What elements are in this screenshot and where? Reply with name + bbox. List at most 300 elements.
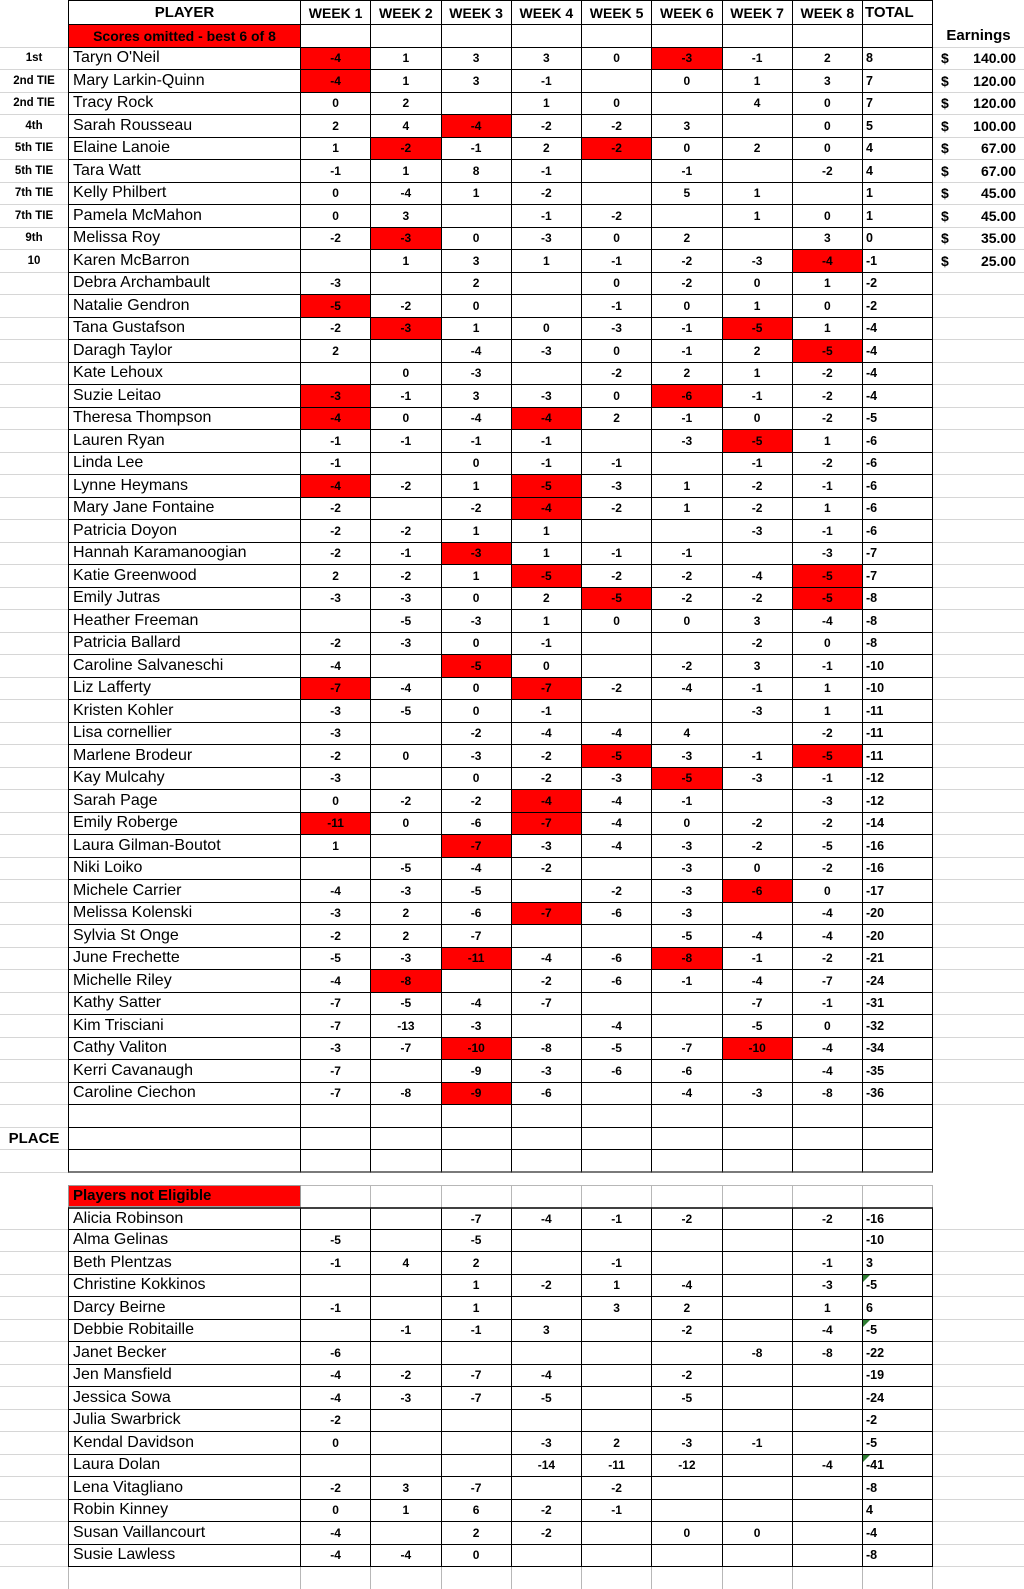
score-cell: -8: [793, 1342, 863, 1365]
earnings-cell: [933, 768, 1024, 791]
score-cell: -5: [793, 835, 863, 858]
total-cell: -4: [863, 1522, 933, 1545]
score-cell: 0: [793, 138, 863, 161]
score-cell: [582, 25, 652, 48]
score-cell: -4: [371, 1545, 441, 1568]
score-cell: -3: [512, 1060, 582, 1083]
earnings-cell: [933, 633, 1024, 656]
score-cell: -1: [301, 1252, 371, 1275]
table-row: [0, 925, 1024, 948]
rank-cell: 2nd TIE: [0, 70, 68, 93]
total-cell: -22: [863, 1342, 933, 1365]
score-cell: [582, 858, 652, 881]
total-cell: -20: [863, 925, 933, 948]
score-cell: 0: [652, 813, 722, 836]
score-cell: -9: [442, 1060, 512, 1083]
score-cell: -2: [442, 723, 512, 746]
currency-symbol: $: [941, 95, 949, 112]
rank-cell: [0, 1365, 68, 1388]
score-cell: [512, 880, 582, 903]
score-cell: -2: [793, 858, 863, 881]
score-cell: -2: [723, 813, 793, 836]
earnings-cell: [933, 1105, 1024, 1128]
table-row: [0, 1297, 1024, 1320]
earnings-amount: 120.00: [973, 95, 1016, 112]
rank-cell: [0, 475, 68, 498]
score-cell: -3: [512, 385, 582, 408]
score-cell: -1: [512, 453, 582, 476]
rank-cell: [0, 813, 68, 836]
table-row: [0, 70, 1024, 93]
score-cell: 2: [442, 1522, 512, 1545]
table-row: [0, 655, 1024, 678]
score-cell: [512, 1015, 582, 1038]
player-name-cell: Mary Larkin-Quinn: [68, 70, 301, 93]
score-cell: -2: [371, 790, 441, 813]
score-cell: -1: [442, 430, 512, 453]
spacer: [0, 1173, 1024, 1185]
score-cell: -10: [442, 1038, 512, 1061]
score-cell: [512, 1150, 582, 1173]
table-row: [0, 678, 1024, 701]
total-cell: [863, 1567, 933, 1589]
score-cell: [582, 1387, 652, 1410]
score-cell: [442, 1185, 512, 1208]
earnings-amount: 25.00: [980, 252, 1016, 269]
score-cell: 4: [652, 723, 722, 746]
score-cell: -2: [301, 318, 371, 341]
score-cell: [723, 1252, 793, 1275]
score-cell: -2: [793, 408, 863, 431]
rank-cell: [0, 610, 68, 633]
score-cell: [371, 25, 441, 48]
score-cell: -1: [582, 1500, 652, 1523]
currency-symbol: $: [941, 185, 949, 202]
score-cell: -3: [582, 768, 652, 791]
score-cell: -3: [301, 903, 371, 926]
score-cell: [301, 1320, 371, 1343]
score-cell: 1: [442, 1275, 512, 1298]
total-cell: -6: [863, 430, 933, 453]
score-cell: -4: [442, 993, 512, 1016]
score-cell: -7: [301, 993, 371, 1016]
total-cell: -21: [863, 948, 933, 971]
score-cell: 3: [793, 70, 863, 93]
score-cell: -1: [442, 138, 512, 161]
score-cell: -1: [301, 453, 371, 476]
score-cell: 0: [301, 790, 371, 813]
corner-cell: [0, 0, 68, 25]
score-cell: -2: [301, 1477, 371, 1500]
score-cell: -5: [442, 655, 512, 678]
total-cell: 1: [863, 205, 933, 228]
score-cell: -3: [442, 543, 512, 566]
score-cell: [442, 205, 512, 228]
score-cell: 2: [793, 48, 863, 71]
score-cell: -5: [723, 430, 793, 453]
score-cell: [512, 1105, 582, 1128]
score-cell: -5: [582, 745, 652, 768]
score-cell: -5: [512, 565, 582, 588]
score-cell: [301, 1105, 371, 1128]
player-name-cell: Niki Loiko: [68, 858, 301, 881]
total-cell: -16: [863, 835, 933, 858]
score-cell: 0: [371, 363, 441, 386]
score-cell: [723, 903, 793, 926]
score-cell: [793, 1410, 863, 1433]
score-cell: [512, 25, 582, 48]
rank-cell: [0, 858, 68, 881]
earnings-cell: [933, 1150, 1024, 1173]
earnings-cell: [933, 1432, 1024, 1455]
rank-cell: 9th: [0, 228, 68, 251]
score-cell: -2: [582, 1477, 652, 1500]
total-cell: [863, 1185, 933, 1208]
score-cell: 1: [652, 475, 722, 498]
score-cell: [582, 183, 652, 206]
score-cell: 0: [371, 408, 441, 431]
score-cell: 2: [582, 408, 652, 431]
score-cell: -7: [442, 1207, 512, 1230]
score-cell: 2: [301, 115, 371, 138]
earnings-cell: [933, 48, 1024, 71]
rank-cell: [0, 1320, 68, 1343]
total-cell: -10: [863, 678, 933, 701]
total-cell: -10: [863, 1230, 933, 1253]
score-cell: 1: [442, 1297, 512, 1320]
score-cell: -3: [442, 610, 512, 633]
score-cell: -7: [652, 1038, 722, 1061]
score-cell: -4: [793, 1320, 863, 1343]
score-cell: -4: [793, 1455, 863, 1478]
earnings-amount: 67.00: [980, 162, 1016, 179]
rank-cell: 5th TIE: [0, 160, 68, 183]
table-row: [0, 1387, 1024, 1410]
player-name-cell: Alicia Robinson: [68, 1207, 301, 1230]
rank-cell: [0, 1522, 68, 1545]
score-cell: [371, 1105, 441, 1128]
score-cell: [793, 1230, 863, 1253]
score-cell: [652, 1252, 722, 1275]
score-cell: -2: [793, 723, 863, 746]
score-cell: -3: [582, 318, 652, 341]
earnings-cell: [933, 745, 1024, 768]
rank-cell: 4th: [0, 115, 68, 138]
player-name-cell: Kendal Davidson: [68, 1432, 301, 1455]
score-cell: -3: [512, 835, 582, 858]
currency-symbol: $: [941, 117, 949, 134]
score-cell: [582, 700, 652, 723]
earnings-cell: [933, 70, 1024, 93]
player-name-cell: Lauren Ryan: [68, 430, 301, 453]
rank-cell: [0, 723, 68, 746]
earnings-cell: [933, 340, 1024, 363]
score-cell: -2: [301, 498, 371, 521]
score-cell: [512, 1545, 582, 1568]
score-cell: -2: [652, 1207, 722, 1230]
score-cell: -4: [301, 1545, 371, 1568]
score-cell: -1: [723, 678, 793, 701]
total-cell: -6: [863, 475, 933, 498]
score-cell: [723, 1105, 793, 1128]
score-cell: -7: [442, 1365, 512, 1388]
score-cell: -3: [301, 768, 371, 791]
score-cell: -2: [652, 1365, 722, 1388]
score-cell: -6: [442, 903, 512, 926]
score-cell: [652, 453, 722, 476]
score-cell: 2: [301, 565, 371, 588]
score-cell: 1: [442, 520, 512, 543]
score-cell: -5: [793, 565, 863, 588]
score-cell: -4: [301, 1387, 371, 1410]
table-row: [0, 1015, 1024, 1038]
score-cell: [582, 1128, 652, 1151]
score-cell: -7: [442, 1387, 512, 1410]
score-cell: -5: [652, 768, 722, 791]
player-name-cell: Sarah Page: [68, 790, 301, 813]
rank-cell: [0, 925, 68, 948]
score-cell: [582, 1185, 652, 1208]
table-row: [0, 1545, 1024, 1568]
score-cell: [652, 700, 722, 723]
table-row: [0, 858, 1024, 881]
score-cell: -4: [793, 925, 863, 948]
score-cell: 0: [442, 1545, 512, 1568]
score-cell: [723, 790, 793, 813]
earnings-cell: [933, 1297, 1024, 1320]
total-cell: 4: [863, 138, 933, 161]
earnings-cell: [933, 1083, 1024, 1106]
score-cell: [652, 1230, 722, 1253]
score-cell: 0: [793, 633, 863, 656]
earnings-cell: [933, 475, 1024, 498]
score-cell: -5: [371, 858, 441, 881]
score-cell: -5: [793, 340, 863, 363]
score-cell: -3: [442, 745, 512, 768]
score-cell: -4: [793, 903, 863, 926]
earnings-cell: [933, 925, 1024, 948]
earnings-cell: [933, 295, 1024, 318]
score-cell: 0: [582, 93, 652, 116]
player-name-cell: Patricia Doyon: [68, 520, 301, 543]
total-cell: -8: [863, 1477, 933, 1500]
score-cell: [723, 1567, 793, 1589]
score-cell: -4: [301, 48, 371, 71]
score-cell: 2: [652, 228, 722, 251]
table-row: [0, 250, 1024, 273]
rank-cell: 5th TIE: [0, 138, 68, 161]
player-name-cell: [68, 1105, 301, 1128]
score-cell: -2: [793, 363, 863, 386]
score-cell: [723, 543, 793, 566]
player-name-cell: Daragh Taylor: [68, 340, 301, 363]
score-cell: -9: [442, 1083, 512, 1106]
score-cell: 3: [582, 1297, 652, 1320]
total-cell: [863, 1105, 933, 1128]
table-row: [0, 1083, 1024, 1106]
score-cell: [371, 340, 441, 363]
total-cell: -4: [863, 363, 933, 386]
score-cell: -4: [512, 723, 582, 746]
main-standings: [0, 48, 1024, 1106]
score-cell: -3: [442, 1015, 512, 1038]
score-cell: [371, 723, 441, 746]
score-cell: [652, 1545, 722, 1568]
table-row: [0, 903, 1024, 926]
score-cell: 0: [582, 273, 652, 296]
table-row: [0, 543, 1024, 566]
earnings-cell: [933, 1252, 1024, 1275]
week-column-header: WEEK 7: [723, 0, 793, 25]
score-cell: 1: [793, 318, 863, 341]
score-cell: -4: [582, 813, 652, 836]
table-row: [0, 430, 1024, 453]
score-cell: -6: [652, 385, 722, 408]
earnings-cell: [933, 543, 1024, 566]
score-cell: [652, 633, 722, 656]
score-cell: -5: [371, 610, 441, 633]
earnings-cell: [933, 183, 1024, 206]
player-name-cell: Emily Roberge: [68, 813, 301, 836]
rank-cell: [0, 273, 68, 296]
total-cell: -6: [863, 453, 933, 476]
player-name-cell: Kay Mulcahy: [68, 768, 301, 791]
score-cell: -2: [301, 633, 371, 656]
table-row: [0, 475, 1024, 498]
total-cell: -34: [863, 1038, 933, 1061]
score-cell: -4: [442, 858, 512, 881]
score-cell: [652, 25, 722, 48]
earnings-amount: 67.00: [980, 140, 1016, 157]
score-cell: -2: [512, 858, 582, 881]
score-cell: 0: [442, 228, 512, 251]
player-name-cell: Patricia Ballard: [68, 633, 301, 656]
rank-cell: [0, 25, 68, 48]
score-cell: -1: [582, 1207, 652, 1230]
score-cell: -6: [582, 970, 652, 993]
score-cell: 0: [793, 93, 863, 116]
currency-symbol: $: [941, 207, 949, 224]
player-name-cell: Elaine Lanoie: [68, 138, 301, 161]
player-name-cell: Mary Jane Fontaine: [68, 498, 301, 521]
score-cell: 2: [652, 363, 722, 386]
score-cell: [652, 1342, 722, 1365]
score-cell: -7: [723, 993, 793, 1016]
score-cell: 0: [793, 205, 863, 228]
score-cell: 1: [442, 475, 512, 498]
score-cell: -4: [301, 408, 371, 431]
rank-cell: [0, 768, 68, 791]
score-cell: -4: [442, 340, 512, 363]
earnings-header-spacer: [933, 0, 1024, 25]
score-cell: -3: [301, 700, 371, 723]
score-cell: -4: [723, 970, 793, 993]
score-cell: 1: [652, 498, 722, 521]
score-cell: 0: [793, 295, 863, 318]
score-cell: -8: [723, 1342, 793, 1365]
score-cell: -4: [301, 970, 371, 993]
score-cell: [723, 1150, 793, 1173]
earnings-cell: [933, 250, 1024, 273]
score-cell: [582, 1320, 652, 1343]
score-cell: -4: [301, 475, 371, 498]
score-cell: 1: [793, 498, 863, 521]
table-row: [0, 610, 1024, 633]
earnings-cell: [933, 1320, 1024, 1343]
score-cell: 0: [301, 1500, 371, 1523]
score-cell: [723, 1477, 793, 1500]
score-cell: -5: [793, 588, 863, 611]
score-cell: -1: [652, 790, 722, 813]
score-cell: -5: [442, 1230, 512, 1253]
score-cell: -1: [723, 948, 793, 971]
player-name-cell: Lisa cornellier: [68, 723, 301, 746]
earnings-cell: [933, 858, 1024, 881]
score-cell: -4: [442, 408, 512, 431]
score-cell: -5: [512, 475, 582, 498]
rank-cell: [0, 318, 68, 341]
score-cell: [512, 1185, 582, 1208]
score-cell: [301, 858, 371, 881]
score-cell: -5: [582, 588, 652, 611]
score-cell: -3: [652, 880, 722, 903]
score-cell: -1: [301, 1297, 371, 1320]
rank-cell: [0, 498, 68, 521]
score-cell: -1: [652, 340, 722, 363]
score-cell: 0: [371, 745, 441, 768]
table-row: [0, 1477, 1024, 1500]
score-cell: 0: [582, 228, 652, 251]
score-cell: -1: [512, 205, 582, 228]
player-name-cell: Marlene Brodeur: [68, 745, 301, 768]
score-cell: -2: [652, 588, 722, 611]
score-cell: [301, 250, 371, 273]
score-cell: -1: [512, 160, 582, 183]
score-cell: 0: [723, 858, 793, 881]
total-cell: -11: [863, 745, 933, 768]
total-cell: 3: [863, 1252, 933, 1275]
score-cell: [723, 1128, 793, 1151]
score-cell: 0: [442, 678, 512, 701]
place-row-label: PLACE: [0, 1128, 68, 1151]
score-cell: -4: [582, 790, 652, 813]
rank-cell: [0, 588, 68, 611]
score-cell: -2: [371, 295, 441, 318]
earnings-amount: 45.00: [980, 207, 1016, 224]
score-cell: -3: [371, 228, 441, 251]
earnings-cell: [933, 93, 1024, 116]
table-row: [0, 1060, 1024, 1083]
score-cell: [442, 1105, 512, 1128]
player-column-header: PLAYER: [68, 0, 301, 25]
score-cell: [442, 1432, 512, 1455]
rank-cell: [0, 1150, 68, 1173]
score-cell: 0: [442, 588, 512, 611]
earnings-cell: [933, 318, 1024, 341]
score-cell: [512, 363, 582, 386]
score-cell: -3: [512, 1432, 582, 1455]
earnings-cell: [933, 723, 1024, 746]
score-cell: -2: [793, 813, 863, 836]
score-cell: [371, 655, 441, 678]
earnings-cell: [933, 1185, 1024, 1208]
earnings-amount: 120.00: [973, 72, 1016, 89]
currency-symbol: $: [941, 230, 949, 247]
score-cell: -2: [301, 543, 371, 566]
player-name-cell: Natalie Gendron: [68, 295, 301, 318]
table-row: [0, 340, 1024, 363]
score-cell: 2: [723, 340, 793, 363]
